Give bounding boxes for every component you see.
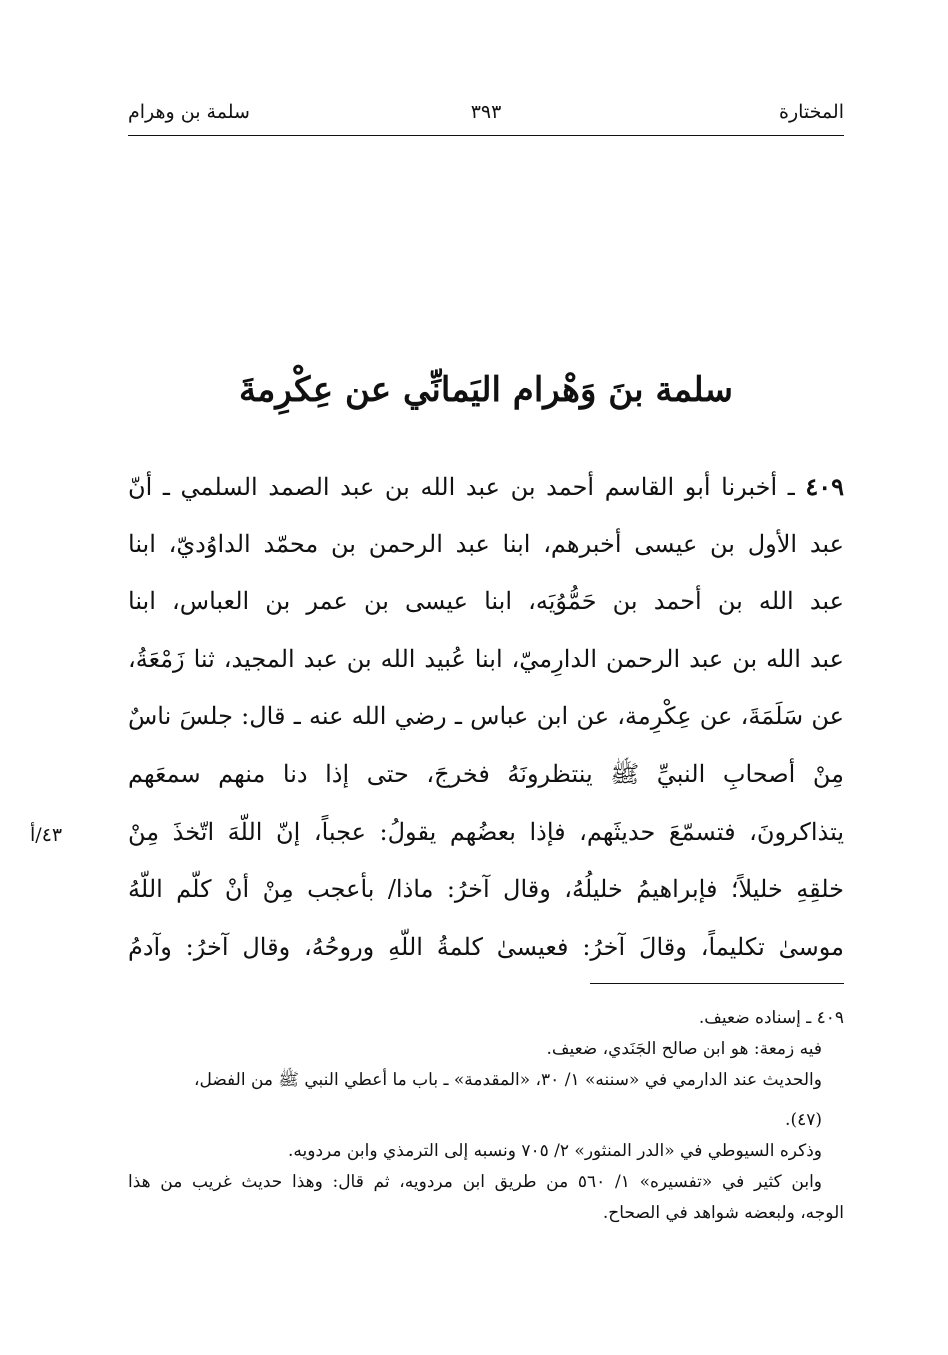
- hadith-line: يتذاكرونَ، فتسمّعَ حديثَهم، فإذا بعضُهم يقولُ: عجباً، إنّ اللّهَ اتّخذَ مِنْ: [128, 817, 844, 846]
- header-rule: [128, 135, 844, 136]
- footnote-line: وابن كثير في «تفسيره» ١/ ٥٦٠ من طريق ابن مردويه، ثم قال: وهذا حديث غريب من هذا: [128, 1172, 822, 1192]
- hadith-line: عبد الأول بن عيسى أخبرهم، ابنا عبد الرحمن بن محمّد الداوُديّ، ابنا: [128, 529, 844, 558]
- footnote-line: والحديث عند الدارمي في «سننه» ١/ ٣٠، «المقدمة» ـ باب ما أعطي النبي ﷺ من الفضل،: [193, 1070, 822, 1090]
- running-header: [128, 96, 844, 128]
- header-book-name: المختارة: [779, 101, 844, 123]
- footnote-line: فيه زمعة: هو ابن صالح الجَنَدي، ضعيف.: [546, 1039, 822, 1059]
- footnote-line: (٤٧).: [785, 1110, 822, 1130]
- section-title: سلمة بنَ وَهْرام اليَمانِّي عن عِكْرِمةَ: [238, 370, 734, 410]
- footnote-line: وذكره السيوطي في «الدر المنثور» ٢/ ٧٠٥ ونسبه إلى الترمذي وابن مردويه.: [288, 1141, 822, 1161]
- hadith-line: موسىٰ تكليماً، وقالَ آخرُ: فعيسىٰ كلمةُ اللّهِ وروحُهُ، وقال آخرُ: وآدمُ: [128, 932, 844, 961]
- footnote-separator: [590, 983, 844, 984]
- hadith-line: عن سَلَمَةَ، عن عِكْرِمة، عن ابن عباس ـ رضي الله عنه ـ قال: جلسَ ناسٌ: [128, 702, 844, 731]
- manuscript-folio-note: ٤٣/أ: [30, 824, 63, 846]
- header-chapter-name: سلمة بن وهرام: [128, 101, 250, 123]
- hadith-line: عبد الله بن أحمد بن حَمُّوُيَه، ابنا عيسى بن عمر بن العباس، ابنا: [128, 587, 844, 616]
- footnote-line: الوجه، ولبعضه شواهد في الصحاح.: [602, 1203, 844, 1223]
- hadith-line-text: ـ أخبرنا أبو القاسم أحمد بن عبد الله بن عبد الصمد السلمي ـ أنّ: [128, 473, 806, 501]
- header-page-number: ٣٩٣: [470, 101, 502, 123]
- footnotes: [128, 1003, 844, 1229]
- hadith-line: عبد الله بن عبد الرحمن الدارِميّ، ابنا عُبيد الله بن عبد المجيد، ثنا زَمْعَةُ،: [128, 644, 844, 673]
- hadith-number: ٤٠٩: [805, 472, 844, 501]
- footnote-line: ٤٠٩ ـ إسناده ضعيف.: [698, 1008, 844, 1028]
- hadith-text: [128, 458, 844, 976]
- hadith-line: [128, 458, 844, 516]
- hadith-line: خلقِهِ خليلاً؛ فإبراهيمُ خليلُهُ، وقال آخرُ: ماذا/ بأعجب مِنْ أنْ كلّم اللّهُ: [128, 875, 844, 904]
- hadith-line: مِنْ أصحابِ النبيِّ ﷺ ينتظرونَهُ فخرجَ، حتى إذا دنا منهم سمعَهم: [128, 759, 844, 788]
